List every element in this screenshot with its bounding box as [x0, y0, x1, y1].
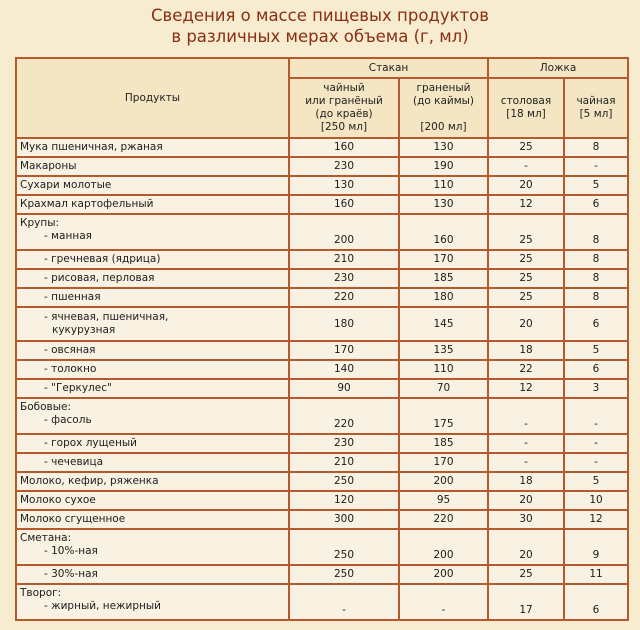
glass-200-value: 220: [399, 510, 488, 529]
product-label: Крахмал картофельный: [20, 198, 154, 210]
glass-250-value: 130: [289, 176, 399, 195]
product-name: [16, 398, 289, 434]
product-label: - овсяная: [44, 344, 96, 356]
group-label: Крупы:: [20, 217, 60, 229]
teaspoon-value: 8: [564, 288, 628, 307]
glass-250-value: 220: [289, 398, 399, 434]
glass-200-value: 130: [399, 195, 488, 214]
product-label: - рисовая, перловая: [44, 272, 155, 284]
teaspoon-value: 9: [564, 529, 628, 565]
tablespoon-value: 22: [488, 360, 564, 379]
tablespoon-value: -: [488, 157, 564, 176]
glass-250-value: 170: [289, 341, 399, 360]
page-title: [0, 5, 640, 47]
title-line-1: Сведения о массе пищевых продуктов: [151, 6, 489, 25]
tablespoon-value: 12: [488, 379, 564, 398]
header-glass-tea: чайный или гранёный (до краёв) [250 мл]: [289, 78, 399, 138]
table-body: [16, 138, 628, 620]
glass-250-value: 230: [289, 434, 399, 453]
header-glass: Стакан: [289, 58, 488, 78]
product-label: - толокно: [44, 363, 97, 375]
table-row: [16, 472, 628, 491]
tablespoon-value: 25: [488, 565, 564, 584]
product-name: [16, 269, 289, 288]
product-label: - фасоль: [44, 414, 92, 426]
product-label: - пшенная: [44, 291, 101, 303]
header-glass-faceted: граненый (до каймы) [200 мл]: [399, 78, 488, 138]
glass-200-value: 95: [399, 491, 488, 510]
table-row: [16, 510, 628, 529]
glass-250-value: 250: [289, 472, 399, 491]
product-name: [16, 472, 289, 491]
glass-250-value: 230: [289, 157, 399, 176]
table-row: [16, 529, 628, 565]
table-row: [16, 360, 628, 379]
tablespoon-value: 30: [488, 510, 564, 529]
product-label: Мука пшеничная, ржаная: [20, 141, 163, 153]
teaspoon-value: -: [564, 398, 628, 434]
glass-250-value: 90: [289, 379, 399, 398]
teaspoon-value: 12: [564, 510, 628, 529]
table-row: [16, 565, 628, 584]
product-label: Молоко, кефир, ряженка: [20, 475, 159, 487]
product-name: [16, 529, 289, 565]
product-name: [16, 510, 289, 529]
product-name: [16, 138, 289, 157]
glass-250-value: 220: [289, 288, 399, 307]
product-label: Сухари молотые: [20, 179, 112, 191]
product-label: - горох лущеный: [44, 437, 137, 449]
table-row: [16, 453, 628, 472]
title-line-2: в различных мерах объема (г, мл): [171, 27, 469, 46]
tablespoon-value: 25: [488, 138, 564, 157]
product-name: [16, 288, 289, 307]
table-row: [16, 584, 628, 620]
product-label: Молоко сгущенное: [20, 513, 126, 525]
glass-200-value: 200: [399, 529, 488, 565]
product-name: [16, 176, 289, 195]
glass-250-value: 180: [289, 307, 399, 341]
header-spoon-tea: чайная [5 мл]: [564, 78, 628, 138]
glass-200-value: 170: [399, 250, 488, 269]
teaspoon-value: -: [564, 157, 628, 176]
table-row: [16, 157, 628, 176]
product-name: [16, 250, 289, 269]
product-label: - ячневая, пшеничная,: [44, 311, 169, 323]
tablespoon-value: 25: [488, 214, 564, 250]
glass-200-value: -: [399, 584, 488, 620]
teaspoon-value: 5: [564, 341, 628, 360]
product-name: [16, 434, 289, 453]
glass-250-value: 230: [289, 269, 399, 288]
product-label: - 30%-ная: [44, 568, 98, 580]
glass-250-value: -: [289, 584, 399, 620]
teaspoon-value: 8: [564, 214, 628, 250]
teaspoon-value: 6: [564, 584, 628, 620]
glass-200-value: 135: [399, 341, 488, 360]
table-row: [16, 176, 628, 195]
teaspoon-value: 6: [564, 307, 628, 341]
product-name: [16, 157, 289, 176]
glass-250-value: 120: [289, 491, 399, 510]
tablespoon-value: 18: [488, 472, 564, 491]
glass-200-value: 200: [399, 565, 488, 584]
tablespoon-value: 20: [488, 491, 564, 510]
header-row-1: [16, 58, 628, 78]
glass-250-value: 210: [289, 453, 399, 472]
glass-200-value: 200: [399, 472, 488, 491]
product-label: - 10%-ная: [44, 545, 98, 557]
product-label: - жирный, нежирный: [44, 600, 161, 612]
teaspoon-value: -: [564, 434, 628, 453]
teaspoon-value: 6: [564, 195, 628, 214]
tablespoon-value: 17: [488, 584, 564, 620]
glass-200-value: 110: [399, 360, 488, 379]
product-name: [16, 360, 289, 379]
header-products: Продукты: [16, 58, 289, 138]
teaspoon-value: 3: [564, 379, 628, 398]
tablespoon-value: -: [488, 398, 564, 434]
table-row: [16, 307, 628, 341]
glass-200-value: 145: [399, 307, 488, 341]
table-row: [16, 250, 628, 269]
header-spoon-table: столовая [18 мл]: [488, 78, 564, 138]
table-row: [16, 434, 628, 453]
teaspoon-value: -: [564, 453, 628, 472]
product-name: [16, 379, 289, 398]
glass-200-value: 175: [399, 398, 488, 434]
table-row: [16, 269, 628, 288]
glass-200-value: 170: [399, 453, 488, 472]
table-row: [16, 398, 628, 434]
table-row: [16, 214, 628, 250]
table-row: [16, 195, 628, 214]
glass-250-value: 160: [289, 138, 399, 157]
glass-250-value: 140: [289, 360, 399, 379]
teaspoon-value: 11: [564, 565, 628, 584]
table-row: [16, 341, 628, 360]
product-name: [16, 307, 289, 341]
glass-250-value: 200: [289, 214, 399, 250]
glass-200-value: 180: [399, 288, 488, 307]
table-row: [16, 288, 628, 307]
teaspoon-value: 10: [564, 491, 628, 510]
table-row: [16, 138, 628, 157]
teaspoon-value: 5: [564, 176, 628, 195]
glass-250-value: 250: [289, 529, 399, 565]
tablespoon-value: -: [488, 453, 564, 472]
glass-200-value: 70: [399, 379, 488, 398]
glass-200-value: 160: [399, 214, 488, 250]
product-name: [16, 195, 289, 214]
teaspoon-value: 5: [564, 472, 628, 491]
glass-200-value: 185: [399, 434, 488, 453]
group-label: Бобовые:: [20, 401, 72, 413]
glass-250-value: 160: [289, 195, 399, 214]
tablespoon-value: 18: [488, 341, 564, 360]
product-name: [16, 565, 289, 584]
tablespoon-value: 20: [488, 307, 564, 341]
product-name: [16, 214, 289, 250]
tablespoon-value: -: [488, 434, 564, 453]
group-label: Сметана:: [20, 532, 72, 544]
glass-200-value: 130: [399, 138, 488, 157]
tablespoon-value: 25: [488, 269, 564, 288]
product-name: [16, 341, 289, 360]
header-spoon: Ложка: [488, 58, 628, 78]
glass-250-value: 300: [289, 510, 399, 529]
teaspoon-value: 8: [564, 269, 628, 288]
tablespoon-value: 12: [488, 195, 564, 214]
teaspoon-value: 8: [564, 138, 628, 157]
product-label: - гречневая (ядрица): [44, 253, 161, 265]
product-label: - "Геркулес": [44, 382, 112, 394]
product-name: [16, 491, 289, 510]
glass-250-value: 250: [289, 565, 399, 584]
glass-250-value: 210: [289, 250, 399, 269]
table-row: [16, 491, 628, 510]
product-label-cont: кукурузная: [52, 324, 116, 336]
food-measures-table: [15, 57, 629, 621]
product-label: - манная: [44, 230, 92, 242]
tablespoon-value: 20: [488, 176, 564, 195]
glass-200-value: 190: [399, 157, 488, 176]
product-label: Молоко сухое: [20, 494, 96, 506]
product-name: [16, 453, 289, 472]
teaspoon-value: 6: [564, 360, 628, 379]
tablespoon-value: 20: [488, 529, 564, 565]
tablespoon-value: 25: [488, 250, 564, 269]
table-row: [16, 379, 628, 398]
product-label: Макароны: [20, 160, 77, 172]
glass-200-value: 110: [399, 176, 488, 195]
tablespoon-value: 25: [488, 288, 564, 307]
product-label: - чечевица: [44, 456, 104, 468]
glass-200-value: 185: [399, 269, 488, 288]
teaspoon-value: 8: [564, 250, 628, 269]
product-name: [16, 584, 289, 620]
group-label: Творог:: [20, 587, 62, 599]
